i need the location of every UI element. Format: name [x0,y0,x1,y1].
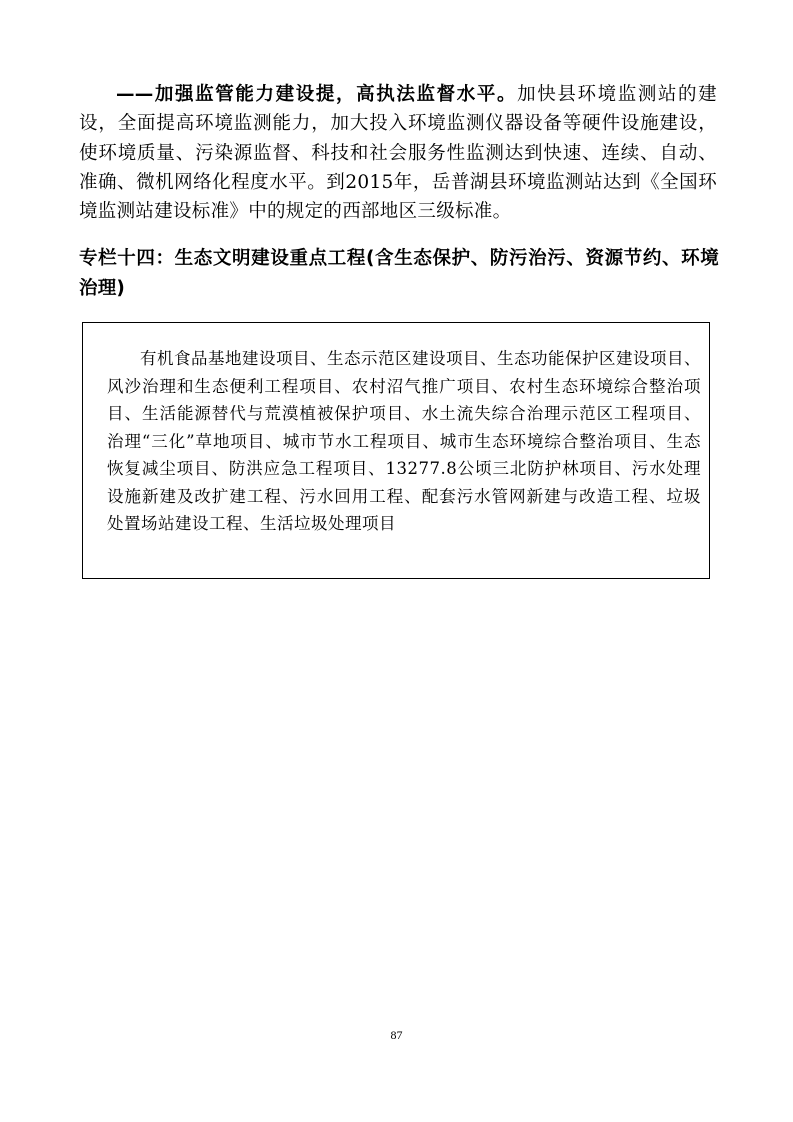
paragraph-body-text: 加快县环境监测站的建设，全面提高环境监测能力，加大投入环境监测仪器设备等硬件设施建设，使环境质量、污染源监督、科技和社会服务性监测达到快速、连续、自动、准确、微机网络化程度水平。到2015年，岳普湖县环境监测站达到《全国环境监测站建设标准》中的规定的西部地区三级标准。 [79,84,717,223]
project-box [82,322,710,579]
page-number: 87 [390,1028,403,1042]
paragraph-lead-heading: ——加强监管能力建设提，高执法监督水平。 [116,84,518,105]
box-content: 有机食品基地建设项目、生态示范区建设项目、生态功能保护区建设项目、风沙治理和生态便利工程项目、农村沼气推广项目、农村生态环境综合整治项目、生活能源替代与荒漠植被保护项目、水土流失综合治理示范区工程项目、治理“三化”草地项目、城市节水工程项目、城市生态环境综合整治项目、生态恢复减尘项目、防洪应急工程项目、13277.8公顷三北防护林项目、污水处理设施新建及改扩建工程、污水回用工程、配套污水管网新建与改造工程、垃圾处置场站建设工程、生活垃圾处理项目 [107,349,701,533]
body-paragraph [79,80,717,226]
box-title: 专栏十四：生态文明建设重点工程(含生态保护、防污治污、资源节约、环境治理) [79,248,719,299]
